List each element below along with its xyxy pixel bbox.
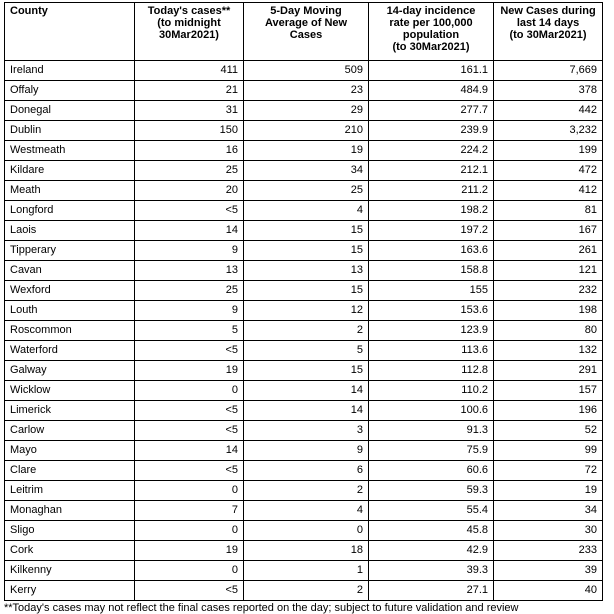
table-row [5,241,603,261]
county-cell: Louth [5,301,135,321]
incidence-rate-cell: 123.9 [369,321,494,341]
table-row [5,221,603,241]
incidence-rate-cell: 484.9 [369,81,494,101]
county-cell: Tipperary [5,241,135,261]
todays-cases-cell: 16 [135,141,244,161]
todays-cases-cell: <5 [135,581,244,601]
five-day-average-cell: 12 [244,301,369,321]
incidence-rate-cell: 27.1 [369,581,494,601]
county-cell: Donegal [5,101,135,121]
table-row [5,101,603,121]
five-day-average-cell: 13 [244,261,369,281]
five-day-average-cell: 0 [244,521,369,541]
todays-cases-cell: 5 [135,321,244,341]
five-day-average-cell: 15 [244,241,369,261]
county-cell: Waterford [5,341,135,361]
county-cell: Leitrim [5,481,135,501]
new-cases-cell: 34 [494,501,603,521]
table-row [5,401,603,421]
new-cases-cell: 157 [494,381,603,401]
five-day-average-cell: 2 [244,321,369,341]
five-day-average-cell: 14 [244,381,369,401]
incidence-rate-cell: 60.6 [369,461,494,481]
five-day-average-cell: 1 [244,561,369,581]
incidence-rate-cell: 211.2 [369,181,494,201]
todays-cases-cell: 9 [135,241,244,261]
incidence-rate-cell: 161.1 [369,61,494,81]
incidence-rate-cell: 163.6 [369,241,494,261]
county-cell: Westmeath [5,141,135,161]
todays-cases-cell: 25 [135,161,244,181]
new-cases-cell: 81 [494,201,603,221]
five-day-average-cell: 5 [244,341,369,361]
county-cell: Longford [5,201,135,221]
incidence-rate-cell: 91.3 [369,421,494,441]
five-day-average-cell: 509 [244,61,369,81]
table-row [5,61,603,81]
new-cases-cell: 232 [494,281,603,301]
five-day-average-cell: 3 [244,421,369,441]
incidence-rate-cell: 155 [369,281,494,301]
header-new-cases-14days: New Cases during last 14 days (to 30Mar2021) [494,3,603,61]
county-cell: Meath [5,181,135,201]
table-row [5,141,603,161]
table-row [5,421,603,441]
incidence-rate-cell: 100.6 [369,401,494,421]
county-cell: Sligo [5,521,135,541]
table-row [5,81,603,101]
five-day-average-cell: 34 [244,161,369,181]
table-row [5,441,603,461]
todays-cases-cell: 9 [135,301,244,321]
todays-cases-cell: 0 [135,521,244,541]
table-row [5,301,603,321]
incidence-rate-cell: 39.3 [369,561,494,581]
table-row [5,521,603,541]
county-cases-table [4,2,603,601]
incidence-rate-cell: 55.4 [369,501,494,521]
new-cases-cell: 196 [494,401,603,421]
table-row [5,581,603,601]
todays-cases-cell: 20 [135,181,244,201]
county-cell: Wicklow [5,381,135,401]
five-day-average-cell: 6 [244,461,369,481]
incidence-rate-cell: 112.8 [369,361,494,381]
incidence-rate-cell: 153.6 [369,301,494,321]
table-row [5,461,603,481]
header-row [5,3,603,61]
five-day-average-cell: 25 [244,181,369,201]
table-row [5,321,603,341]
new-cases-cell: 261 [494,241,603,261]
new-cases-cell: 3,232 [494,121,603,141]
new-cases-cell: 19 [494,481,603,501]
new-cases-cell: 132 [494,341,603,361]
todays-cases-cell: 14 [135,221,244,241]
county-cell: Carlow [5,421,135,441]
header-14day-incidence: 14-day incidence rate per 100,000 population (to 30Mar2021) [369,3,494,61]
todays-cases-cell: 31 [135,101,244,121]
incidence-rate-cell: 224.2 [369,141,494,161]
todays-cases-cell: 19 [135,361,244,381]
header-5day-average: 5-Day Moving Average of New Cases [244,3,369,61]
county-cell: Cavan [5,261,135,281]
new-cases-cell: 291 [494,361,603,381]
incidence-rate-cell: 277.7 [369,101,494,121]
county-cell: Galway [5,361,135,381]
table-header [5,3,603,61]
county-cell: Offaly [5,81,135,101]
todays-cases-cell: 0 [135,481,244,501]
table-row [5,121,603,141]
county-cell: Kilkenny [5,561,135,581]
header-county: County [5,3,135,61]
five-day-average-cell: 18 [244,541,369,561]
incidence-rate-cell: 59.3 [369,481,494,501]
county-cell: Ireland [5,61,135,81]
five-day-average-cell: 210 [244,121,369,141]
five-day-average-cell: 23 [244,81,369,101]
new-cases-cell: 30 [494,521,603,541]
table-row [5,281,603,301]
incidence-rate-cell: 42.9 [369,541,494,561]
county-cell: Kildare [5,161,135,181]
todays-cases-cell: <5 [135,341,244,361]
county-cell: Cork [5,541,135,561]
county-cell: Roscommon [5,321,135,341]
incidence-rate-cell: 75.9 [369,441,494,461]
county-cases-table-container [4,2,603,601]
new-cases-cell: 442 [494,101,603,121]
todays-cases-cell: <5 [135,201,244,221]
new-cases-cell: 233 [494,541,603,561]
table-row [5,361,603,381]
five-day-average-cell: 4 [244,501,369,521]
todays-cases-cell: 19 [135,541,244,561]
new-cases-cell: 412 [494,181,603,201]
todays-cases-cell: 13 [135,261,244,281]
table-row [5,261,603,281]
table-row [5,501,603,521]
five-day-average-cell: 2 [244,581,369,601]
new-cases-cell: 378 [494,81,603,101]
todays-cases-cell: <5 [135,461,244,481]
five-day-average-cell: 15 [244,221,369,241]
incidence-rate-cell: 212.1 [369,161,494,181]
todays-cases-cell: <5 [135,401,244,421]
incidence-rate-cell: 45.8 [369,521,494,541]
new-cases-cell: 52 [494,421,603,441]
table-row [5,161,603,181]
new-cases-cell: 7,669 [494,61,603,81]
five-day-average-cell: 29 [244,101,369,121]
new-cases-cell: 198 [494,301,603,321]
five-day-average-cell: 2 [244,481,369,501]
five-day-average-cell: 19 [244,141,369,161]
county-cell: Clare [5,461,135,481]
todays-cases-cell: 150 [135,121,244,141]
county-cell: Mayo [5,441,135,461]
five-day-average-cell: 15 [244,281,369,301]
todays-cases-cell: 7 [135,501,244,521]
incidence-rate-cell: 110.2 [369,381,494,401]
new-cases-cell: 99 [494,441,603,461]
new-cases-cell: 167 [494,221,603,241]
new-cases-cell: 40 [494,581,603,601]
incidence-rate-cell: 113.6 [369,341,494,361]
table-row [5,341,603,361]
table-row [5,481,603,501]
county-cell: Monaghan [5,501,135,521]
header-todays-cases: Today's cases** (to midnight 30Mar2021) [135,3,244,61]
incidence-rate-cell: 158.8 [369,261,494,281]
county-cell: Kerry [5,581,135,601]
todays-cases-cell: 21 [135,81,244,101]
five-day-average-cell: 14 [244,401,369,421]
table-row [5,561,603,581]
incidence-rate-cell: 198.2 [369,201,494,221]
new-cases-cell: 39 [494,561,603,581]
todays-cases-cell: 14 [135,441,244,461]
five-day-average-cell: 15 [244,361,369,381]
todays-cases-cell: 0 [135,561,244,581]
incidence-rate-cell: 197.2 [369,221,494,241]
todays-cases-cell: 25 [135,281,244,301]
new-cases-cell: 80 [494,321,603,341]
new-cases-cell: 121 [494,261,603,281]
todays-cases-cell: 411 [135,61,244,81]
five-day-average-cell: 4 [244,201,369,221]
table-body [5,61,603,601]
new-cases-cell: 199 [494,141,603,161]
table-row [5,181,603,201]
todays-cases-cell: <5 [135,421,244,441]
new-cases-cell: 472 [494,161,603,181]
county-cell: Dublin [5,121,135,141]
table-row [5,541,603,561]
new-cases-cell: 72 [494,461,603,481]
county-cell: Laois [5,221,135,241]
county-cell: Wexford [5,281,135,301]
table-row [5,381,603,401]
county-cell: Limerick [5,401,135,421]
todays-cases-cell: 0 [135,381,244,401]
five-day-average-cell: 9 [244,441,369,461]
footnote: **Today's cases may not reflect the final cases reported on the day; subject to future validation and review [4,602,519,614]
table-row [5,201,603,221]
incidence-rate-cell: 239.9 [369,121,494,141]
